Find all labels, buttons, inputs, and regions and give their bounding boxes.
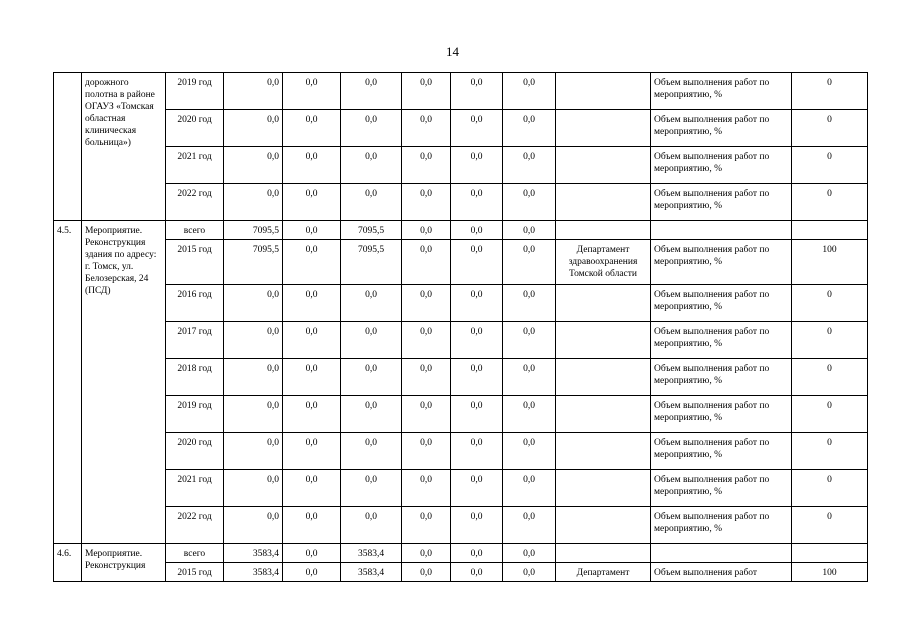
- table-row: [54, 507, 868, 544]
- executor-cell: [556, 544, 651, 563]
- executor-cell: [556, 147, 651, 184]
- executor-cell: [556, 184, 651, 221]
- table-row: [54, 110, 868, 147]
- year-cell: 2021 год: [166, 470, 224, 507]
- page-number: 14: [446, 44, 459, 59]
- table-row: [54, 470, 868, 507]
- executor-cell: [556, 322, 651, 359]
- year-cell: 2021 год: [166, 147, 224, 184]
- value-cell: 0,0: [224, 73, 283, 110]
- value-cell: 0,0: [402, 322, 451, 359]
- executor-cell: [556, 73, 651, 110]
- value-cell: 0,0: [341, 73, 402, 110]
- value-cell: 0,0: [503, 507, 556, 544]
- value-cell: 7095,5: [224, 221, 283, 240]
- target-cell: 0: [792, 433, 868, 470]
- value-cell: 0,0: [283, 470, 341, 507]
- value-cell: 0,0: [224, 433, 283, 470]
- target-cell: 0: [792, 73, 868, 110]
- value-cell: 0,0: [224, 110, 283, 147]
- value-cell: 0,0: [503, 110, 556, 147]
- value-cell: 0,0: [503, 240, 556, 285]
- table-body: [54, 73, 868, 582]
- year-cell: 2019 год: [166, 73, 224, 110]
- year-cell: 2015 год: [166, 563, 224, 582]
- indicator-cell: Объем выполнения работ по мероприятию, %: [651, 285, 792, 322]
- value-cell: 0,0: [283, 563, 341, 582]
- table-row: [54, 359, 868, 396]
- value-cell: 0,0: [224, 322, 283, 359]
- indicator-cell: Объем выполнения работ по мероприятию, %: [651, 359, 792, 396]
- year-cell: всего: [166, 544, 224, 563]
- value-cell: 0,0: [503, 184, 556, 221]
- year-cell: 2022 год: [166, 507, 224, 544]
- index-cell: 4.5.: [54, 221, 82, 544]
- value-cell: 0,0: [503, 73, 556, 110]
- value-cell: 0,0: [402, 147, 451, 184]
- value-cell: 0,0: [503, 359, 556, 396]
- value-cell: 3583,4: [224, 544, 283, 563]
- table-row: [54, 147, 868, 184]
- description-cell: Мероприятие. Реконструкция: [82, 544, 166, 582]
- value-cell: 0,0: [283, 285, 341, 322]
- value-cell: 0,0: [503, 433, 556, 470]
- indicator-cell: Объем выполнения работ по мероприятию, %: [651, 507, 792, 544]
- executor-cell: [556, 221, 651, 240]
- value-cell: 0,0: [451, 147, 503, 184]
- value-cell: 3583,4: [224, 563, 283, 582]
- indicator-cell: Объем выполнения работ по мероприятию, %: [651, 433, 792, 470]
- target-cell: 0: [792, 285, 868, 322]
- value-cell: 0,0: [224, 470, 283, 507]
- value-cell: 0,0: [451, 73, 503, 110]
- value-cell: 0,0: [283, 110, 341, 147]
- table-row: [54, 544, 868, 563]
- value-cell: 7095,5: [341, 221, 402, 240]
- value-cell: 0,0: [402, 285, 451, 322]
- table-row: [54, 184, 868, 221]
- value-cell: 0,0: [402, 359, 451, 396]
- value-cell: 0,0: [283, 507, 341, 544]
- indicator-cell: Объем выполнения работ по мероприятию, %: [651, 322, 792, 359]
- value-cell: 0,0: [283, 147, 341, 184]
- value-cell: 0,0: [283, 240, 341, 285]
- value-cell: 0,0: [503, 470, 556, 507]
- value-cell: 0,0: [503, 396, 556, 433]
- year-cell: 2020 год: [166, 433, 224, 470]
- indicator-cell: [651, 221, 792, 240]
- value-cell: 0,0: [341, 396, 402, 433]
- target-cell: 0: [792, 470, 868, 507]
- value-cell: 0,0: [341, 507, 402, 544]
- value-cell: 0,0: [341, 285, 402, 322]
- year-cell: 2018 год: [166, 359, 224, 396]
- value-cell: 0,0: [402, 396, 451, 433]
- value-cell: 0,0: [503, 147, 556, 184]
- value-cell: 0,0: [283, 359, 341, 396]
- value-cell: 0,0: [224, 184, 283, 221]
- value-cell: 0,0: [451, 507, 503, 544]
- indicator-cell: Объем выполнения работ по мероприятию, %: [651, 110, 792, 147]
- value-cell: 0,0: [341, 110, 402, 147]
- value-cell: 0,0: [402, 507, 451, 544]
- executor-cell: [556, 470, 651, 507]
- value-cell: 3583,4: [341, 544, 402, 563]
- value-cell: 0,0: [451, 359, 503, 396]
- year-cell: 2020 год: [166, 110, 224, 147]
- value-cell: 0,0: [451, 240, 503, 285]
- value-cell: 0,0: [224, 147, 283, 184]
- value-cell: 0,0: [341, 470, 402, 507]
- executor-cell: [556, 359, 651, 396]
- indicator-cell: Объем выполнения работ по мероприятию, %: [651, 240, 792, 285]
- year-cell: 2019 год: [166, 396, 224, 433]
- indicator-cell: Объем выполнения работ по мероприятию, %: [651, 184, 792, 221]
- table-row: [54, 563, 868, 582]
- value-cell: 0,0: [341, 184, 402, 221]
- value-cell: 0,0: [503, 563, 556, 582]
- value-cell: 0,0: [451, 184, 503, 221]
- indicator-cell: Объем выполнения работ по мероприятию, %: [651, 470, 792, 507]
- executor-cell: Департамент: [556, 563, 651, 582]
- table-row: [54, 322, 868, 359]
- target-cell: 0: [792, 322, 868, 359]
- target-cell: [792, 544, 868, 563]
- index-cell: [54, 73, 82, 221]
- value-cell: 7095,5: [341, 240, 402, 285]
- target-cell: 100: [792, 240, 868, 285]
- value-cell: 0,0: [224, 285, 283, 322]
- indicator-cell: [651, 544, 792, 563]
- table-row: [54, 285, 868, 322]
- target-cell: [792, 221, 868, 240]
- target-cell: 100: [792, 563, 868, 582]
- indicator-cell: Объем выполнения работ по мероприятию, %: [651, 147, 792, 184]
- value-cell: 0,0: [402, 563, 451, 582]
- value-cell: 0,0: [402, 110, 451, 147]
- value-cell: 0,0: [224, 359, 283, 396]
- value-cell: 0,0: [451, 285, 503, 322]
- description-cell: Мероприятие. Реконструкция здания по адресу: г. Томск, ул. Белозерская, 24 (ПСД): [82, 221, 166, 544]
- year-cell: всего: [166, 221, 224, 240]
- value-cell: 0,0: [341, 359, 402, 396]
- indicator-cell: Объем выполнения работ по мероприятию, %: [651, 73, 792, 110]
- target-cell: 0: [792, 507, 868, 544]
- target-cell: 0: [792, 359, 868, 396]
- table-row: [54, 396, 868, 433]
- executor-cell: [556, 507, 651, 544]
- index-cell: 4.6.: [54, 544, 82, 582]
- target-cell: 0: [792, 147, 868, 184]
- value-cell: 3583,4: [341, 563, 402, 582]
- year-cell: 2022 год: [166, 184, 224, 221]
- value-cell: 0,0: [224, 396, 283, 433]
- indicator-cell: Объем выполнения работ по мероприятию, %: [651, 396, 792, 433]
- program-table: [53, 72, 868, 582]
- value-cell: 0,0: [402, 221, 451, 240]
- year-cell: 2017 год: [166, 322, 224, 359]
- description-cell: дорожного полотна в районе ОГАУЗ «Томская областная клиническая больница»): [82, 73, 166, 221]
- target-cell: 0: [792, 184, 868, 221]
- value-cell: 0,0: [402, 544, 451, 563]
- value-cell: 0,0: [341, 433, 402, 470]
- value-cell: 0,0: [283, 396, 341, 433]
- value-cell: 0,0: [402, 240, 451, 285]
- value-cell: 0,0: [451, 322, 503, 359]
- executor-cell: [556, 285, 651, 322]
- value-cell: 0,0: [451, 470, 503, 507]
- value-cell: 0,0: [503, 221, 556, 240]
- value-cell: 0,0: [224, 507, 283, 544]
- value-cell: 7095,5: [224, 240, 283, 285]
- value-cell: 0,0: [451, 396, 503, 433]
- value-cell: 0,0: [283, 544, 341, 563]
- table-row: [54, 240, 868, 285]
- value-cell: 0,0: [451, 221, 503, 240]
- year-cell: 2016 год: [166, 285, 224, 322]
- table-row: [54, 73, 868, 110]
- value-cell: 0,0: [283, 221, 341, 240]
- executor-cell: [556, 433, 651, 470]
- value-cell: 0,0: [341, 147, 402, 184]
- executor-cell: Департамент здравоохранения Томской области: [556, 240, 651, 285]
- value-cell: 0,0: [283, 322, 341, 359]
- value-cell: 0,0: [283, 73, 341, 110]
- indicator-cell: Объем выполнения работ: [651, 563, 792, 582]
- value-cell: 0,0: [451, 433, 503, 470]
- value-cell: 0,0: [402, 73, 451, 110]
- value-cell: 0,0: [451, 563, 503, 582]
- value-cell: 0,0: [283, 184, 341, 221]
- value-cell: 0,0: [451, 544, 503, 563]
- executor-cell: [556, 110, 651, 147]
- value-cell: 0,0: [503, 285, 556, 322]
- target-cell: 0: [792, 110, 868, 147]
- target-cell: 0: [792, 396, 868, 433]
- value-cell: 0,0: [341, 322, 402, 359]
- value-cell: 0,0: [402, 433, 451, 470]
- value-cell: 0,0: [451, 110, 503, 147]
- value-cell: 0,0: [503, 322, 556, 359]
- executor-cell: [556, 396, 651, 433]
- value-cell: 0,0: [503, 544, 556, 563]
- table-row: [54, 221, 868, 240]
- value-cell: 0,0: [402, 184, 451, 221]
- table-row: [54, 433, 868, 470]
- value-cell: 0,0: [402, 470, 451, 507]
- value-cell: 0,0: [283, 433, 341, 470]
- year-cell: 2015 год: [166, 240, 224, 285]
